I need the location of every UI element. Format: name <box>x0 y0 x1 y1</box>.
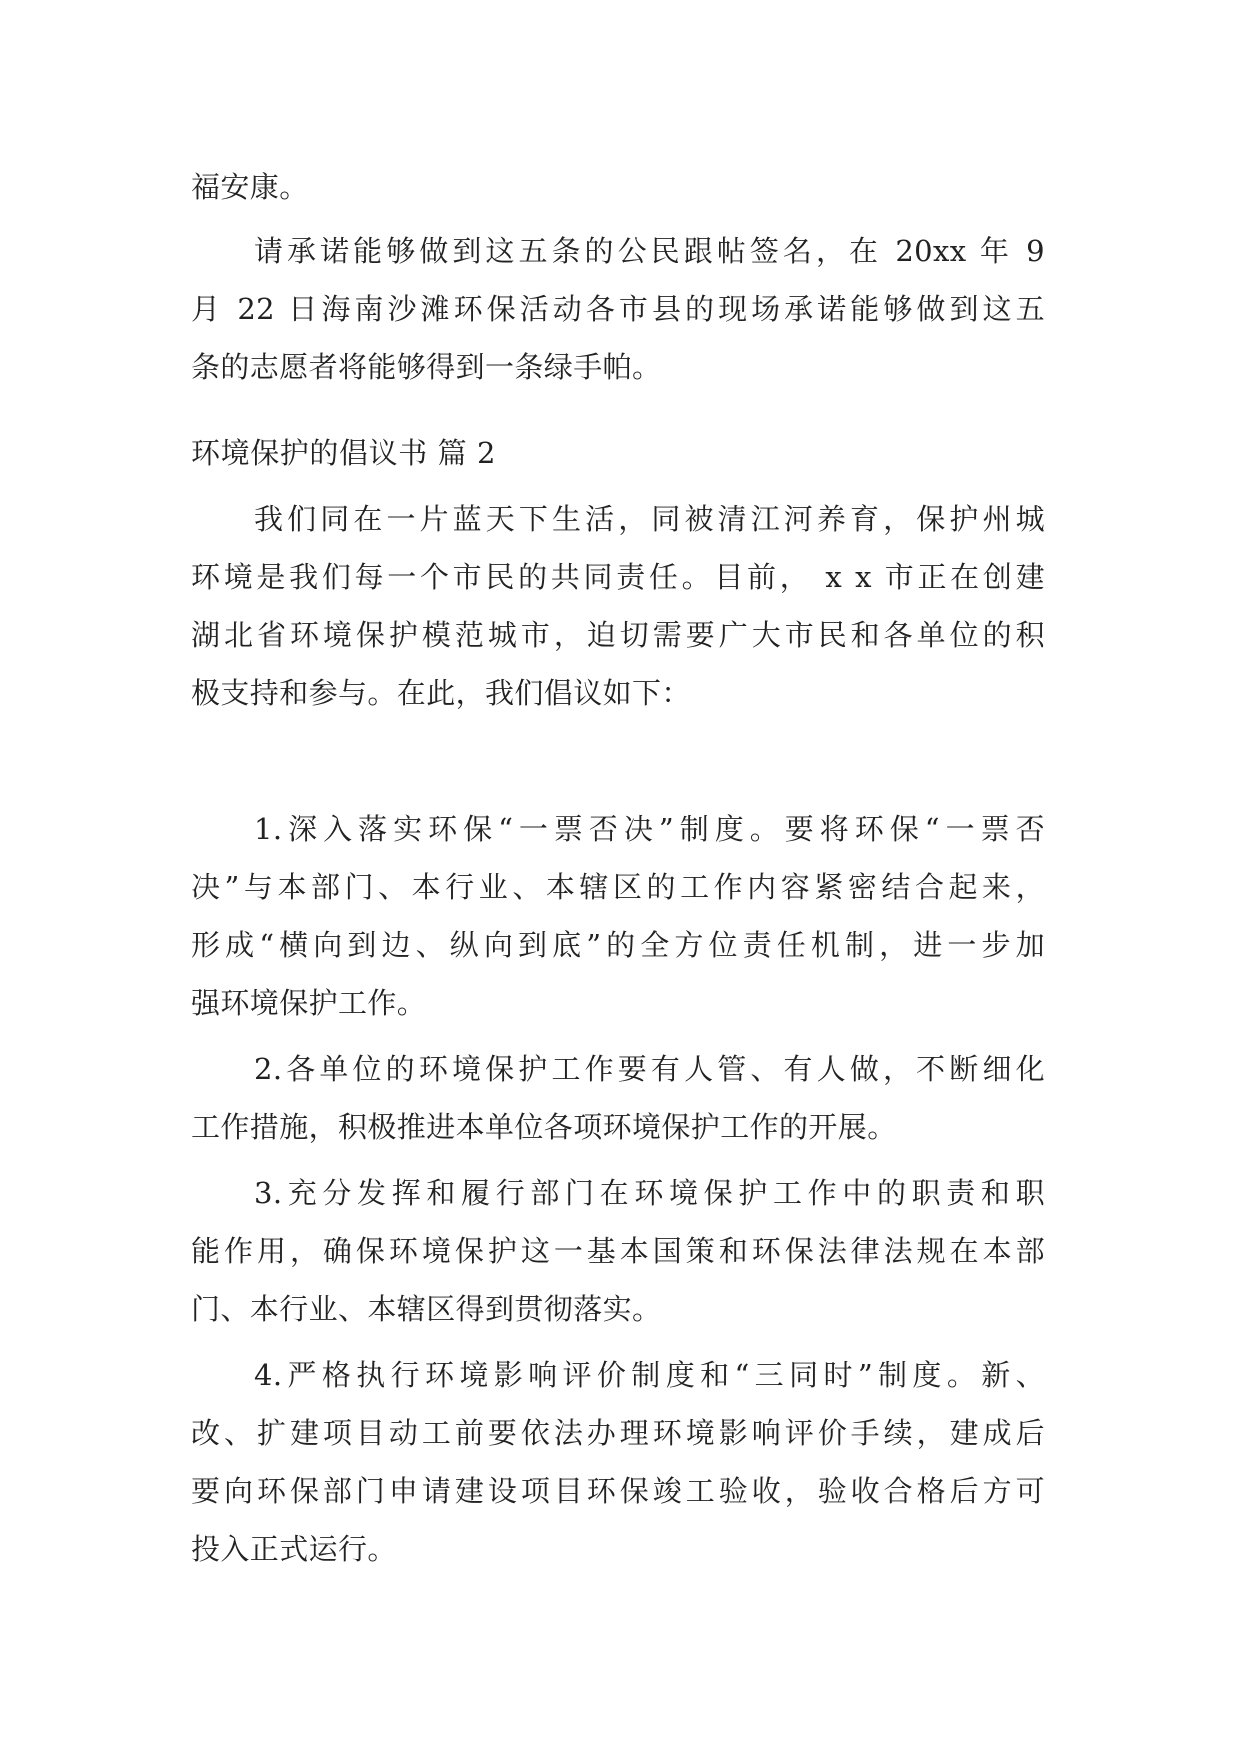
section-heading: 环境保护的倡议书 篇 2 <box>191 436 497 470</box>
list-item-line: 1.深入落实环保“一票否决”制度。要将环保“一票否 <box>254 812 1045 846</box>
list-item-line: 改、扩建项目动工前要依法办理环境影响评价手续，建成后 <box>191 1416 1045 1450</box>
list-item-line: 2.各单位的环境保护工作要有人管、有人做，不断细化 <box>254 1052 1045 1086</box>
list-item-line: 要向环保部门申请建设项目环保竣工验收，验收合格后方可 <box>191 1474 1045 1508</box>
paragraph-line: 月 22 日海南沙滩环保活动各市县的现场承诺能够做到这五 <box>191 292 1045 326</box>
list-item-line: 决”与本部门、本行业、本辖区的工作内容紧密结合起来， <box>191 870 1045 904</box>
paragraph-line: 极支持和参与。在此，我们倡议如下： <box>191 676 691 710</box>
paragraph-line: 湖北省环境保护模范城市，迫切需要广大市民和各单位的积 <box>191 618 1045 652</box>
paragraph-line: 请承诺能够做到这五条的公民跟帖签名，在 20xx 年 9 <box>254 234 1045 268</box>
list-item-line: 形成“横向到边、纵向到底”的全方位责任机制，进一步加 <box>191 928 1045 962</box>
list-item-line: 能作用，确保环境保护这一基本国策和环保法律法规在本部 <box>191 1234 1045 1268</box>
list-item-line: 4.严格执行环境影响评价制度和“三同时”制度。新、 <box>254 1358 1045 1392</box>
paragraph-line: 我们同在一片蓝天下生活，同被清江河养育，保护州城 <box>254 502 1045 536</box>
list-item-line: 门、本行业、本辖区得到贯彻落实。 <box>191 1292 662 1326</box>
list-item-line: 强环境保护工作。 <box>191 986 427 1020</box>
paragraph-line: 福安康。 <box>191 170 309 204</box>
paragraph-line: 环境是我们每一个市民的共同责任。目前， x x 市正在创建 <box>191 560 1045 594</box>
list-item-line: 3.充分发挥和履行部门在环境保护工作中的职责和职 <box>254 1176 1045 1210</box>
paragraph-line: 条的志愿者将能够得到一条绿手帕。 <box>191 350 662 384</box>
list-item-line: 投入正式运行。 <box>191 1532 397 1566</box>
list-item-line: 工作措施，积极推进本单位各项环境保护工作的开展。 <box>191 1110 897 1144</box>
